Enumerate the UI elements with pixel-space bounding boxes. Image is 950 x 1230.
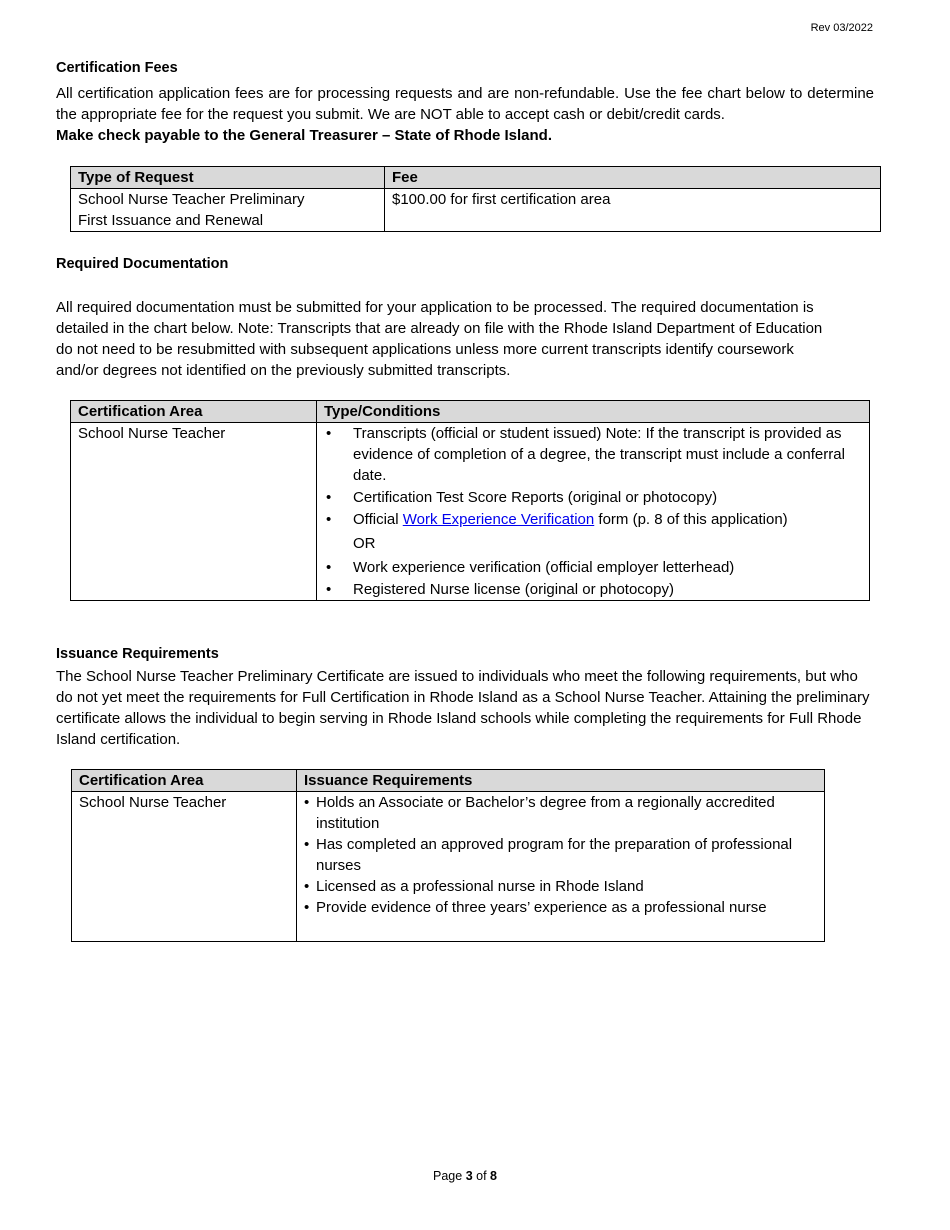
list-item: • Certification Test Score Reports (original or photocopy)	[324, 487, 862, 508]
page-of: of	[472, 1169, 491, 1183]
fees-text: All certification application fees are for processing requests and are non-refundable. Use the fee chart below to determine the appropriate fee for the request you submit. We are NOT able to accept cash or debit/credit cards.	[56, 85, 874, 123]
page-total: 8	[490, 1169, 497, 1183]
list-item: • Registered Nurse license (original or photocopy)	[324, 579, 862, 600]
table-row	[71, 423, 870, 601]
issuance-table	[71, 769, 825, 942]
issuance-table-header	[72, 770, 825, 792]
iss-header-area: Certification Area	[72, 770, 297, 792]
fees-paragraph	[56, 83, 874, 146]
list-item: • Holds an Associate or Bachelor’s degree from a regionally accredited institution	[304, 792, 817, 834]
doc-area-cell: School Nurse Teacher	[71, 423, 317, 601]
fee-header-fee: Fee	[385, 167, 881, 189]
fee-header-request: Type of Request	[71, 167, 385, 189]
list-item: • Has completed an approved program for the preparation of professional nurses	[304, 834, 817, 876]
fee-amount-cell: $100.00 for first certification area	[385, 189, 881, 232]
or-separator: OR	[353, 535, 376, 552]
list-item: • Licensed as a professional nurse in Rhode Island	[304, 876, 817, 897]
issuance-section-title: Issuance Requirements	[56, 646, 219, 662]
page-label: Page	[433, 1169, 466, 1183]
fees-section-title: Certification Fees	[56, 60, 178, 76]
documentation-section-title: Required Documentation	[56, 256, 229, 272]
table-row	[71, 189, 881, 232]
fees-payable-note: Make check payable to the General Treasurer – State of Rhode Island.	[56, 127, 553, 144]
issuance-paragraph: The School Nurse Teacher Preliminary Certificate are issued to individuals who meet the following requirements, but who do not yet meet the requirements for Full Certification in Rhode Island as a School Nurse Teacher. Attaining the preliminary certificate allows the individual to begin serving in Rhode Island schools while completing the requirements for Full Rhode Island certification.	[56, 668, 870, 748]
fee-request-line-1: School Nurse Teacher Preliminary	[78, 191, 305, 208]
work-experience-verification-link[interactable]: Work Experience Verification	[402, 511, 595, 528]
doc-conditions-cell	[317, 423, 870, 601]
doc-header-conditions: Type/Conditions	[317, 401, 870, 423]
official-suffix: form (p. 8 of this application)	[594, 511, 788, 528]
iss-area-cell: School Nurse Teacher	[72, 792, 297, 942]
issuance-requirements-list	[304, 792, 817, 918]
fee-table-header	[71, 167, 881, 189]
documentation-table-header	[71, 401, 870, 423]
page-number	[0, 1169, 930, 1183]
list-item	[324, 509, 862, 530]
documentation-table	[70, 400, 870, 601]
revision-label: Rev 03/2022	[810, 22, 873, 34]
doc-conditions-list	[324, 423, 862, 600]
fee-table	[70, 166, 881, 232]
page-current: 3	[465, 1169, 473, 1183]
iss-header-requirements: Issuance Requirements	[297, 770, 825, 792]
list-item: • Transcripts (official or student issued) Note: If the transcript is provided as evidence of completion of a degree, the transcript must include a conferral date.	[324, 423, 862, 486]
list-item: • Provide evidence of three years’ experience as a professional nurse	[304, 897, 817, 918]
documentation-paragraph: All required documentation must be submitted for your application to be processed. The required documentation is detailed in the chart below. Note: Transcripts that are already on file with the Rhode Island Department of Education do not need to be resubmitted with subsequent applications unless more current transcripts identify coursework and/or degrees not identified on the previously submitted transcripts.	[56, 299, 823, 379]
list-item: • Work experience verification (official employer letterhead)	[324, 557, 862, 578]
iss-requirements-cell	[297, 792, 825, 942]
fee-request-line-2: First Issuance and Renewal	[78, 212, 264, 229]
doc-header-area: Certification Area	[71, 401, 317, 423]
fee-request-cell	[71, 189, 385, 232]
official-prefix: Official	[353, 511, 403, 528]
table-row	[72, 792, 825, 942]
